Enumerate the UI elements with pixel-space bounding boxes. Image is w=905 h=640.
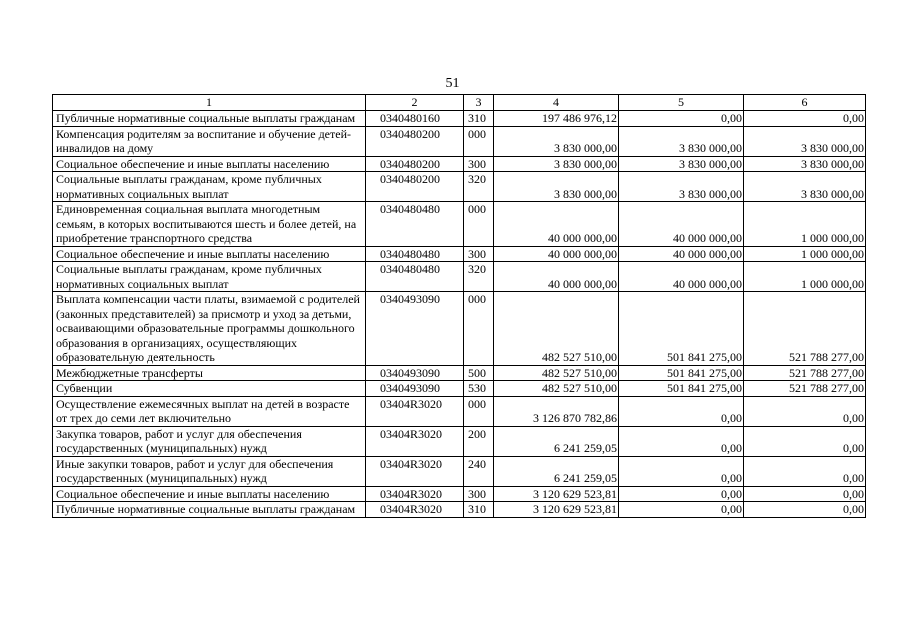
row-expense-type: 500 [464, 365, 494, 381]
row-code: 0340493090 [366, 292, 464, 366]
row-code: 03404R3020 [366, 396, 464, 426]
row-name: Социальное обеспечение и иные выплаты населению [53, 156, 366, 172]
row-code: 03404R3020 [366, 426, 464, 456]
row-value-6: 0,00 [744, 486, 866, 502]
row-value-4: 6 241 259,05 [494, 456, 619, 486]
row-expense-type: 310 [464, 502, 494, 518]
row-name: Единовременная социальная выплата многодетным семьям, в которых воспитываются шесть и более детей, на приобретение транспортного средства [53, 202, 366, 247]
row-name: Выплата компенсации части платы, взимаемой с родителей (законных представителей) за присмотр и уход за детьми, осваивающими образовательные программы дошкольного образования в организациях, осуществляющих образовательную деятельность [53, 292, 366, 366]
row-value-6: 0,00 [744, 502, 866, 518]
row-code: 0340480480 [366, 262, 464, 292]
row-value-4: 6 241 259,05 [494, 426, 619, 456]
row-code: 0340480200 [366, 126, 464, 156]
table-row [53, 292, 866, 366]
row-expense-type: 300 [464, 486, 494, 502]
table-row [53, 426, 866, 456]
row-name: Межбюджетные трансферты [53, 365, 366, 381]
row-value-4: 40 000 000,00 [494, 246, 619, 262]
row-code: 0340480480 [366, 202, 464, 247]
table-row [53, 396, 866, 426]
table-row [53, 202, 866, 247]
row-value-6: 0,00 [744, 456, 866, 486]
row-value-6: 0,00 [744, 111, 866, 127]
row-code: 03404R3020 [366, 456, 464, 486]
row-expense-type: 200 [464, 426, 494, 456]
row-value-5: 3 830 000,00 [619, 126, 744, 156]
column-header-6: 6 [744, 95, 866, 111]
row-value-5: 0,00 [619, 502, 744, 518]
table-row [53, 381, 866, 397]
row-name: Социальные выплаты гражданам, кроме публичных нормативных социальных выплат [53, 262, 366, 292]
row-expense-type: 300 [464, 156, 494, 172]
row-value-4: 40 000 000,00 [494, 202, 619, 247]
row-code: 0340480200 [366, 156, 464, 172]
table-row [53, 262, 866, 292]
table-row [53, 172, 866, 202]
row-value-4: 3 830 000,00 [494, 126, 619, 156]
row-expense-type: 000 [464, 292, 494, 366]
row-name: Публичные нормативные социальные выплаты гражданам [53, 502, 366, 518]
row-expense-type: 000 [464, 202, 494, 247]
row-value-5: 501 841 275,00 [619, 365, 744, 381]
row-value-6: 3 830 000,00 [744, 172, 866, 202]
row-value-4: 3 120 629 523,81 [494, 486, 619, 502]
row-expense-type: 300 [464, 246, 494, 262]
row-name: Социальное обеспечение и иные выплаты населению [53, 246, 366, 262]
table-row [53, 246, 866, 262]
row-expense-type: 000 [464, 126, 494, 156]
row-value-4: 482 527 510,00 [494, 292, 619, 366]
row-code: 0340493090 [366, 381, 464, 397]
row-value-5: 0,00 [619, 396, 744, 426]
row-expense-type: 320 [464, 172, 494, 202]
row-value-6: 0,00 [744, 396, 866, 426]
row-value-5: 3 830 000,00 [619, 172, 744, 202]
row-value-5: 40 000 000,00 [619, 246, 744, 262]
row-value-5: 40 000 000,00 [619, 262, 744, 292]
row-value-4: 3 126 870 782,86 [494, 396, 619, 426]
table-row [53, 126, 866, 156]
row-expense-type: 530 [464, 381, 494, 397]
row-value-4: 40 000 000,00 [494, 262, 619, 292]
row-value-4: 482 527 510,00 [494, 365, 619, 381]
row-value-5: 3 830 000,00 [619, 156, 744, 172]
row-name: Публичные нормативные социальные выплаты гражданам [53, 111, 366, 127]
row-value-4: 197 486 976,12 [494, 111, 619, 127]
row-value-6: 0,00 [744, 426, 866, 456]
row-code: 03404R3020 [366, 502, 464, 518]
row-value-6: 3 830 000,00 [744, 156, 866, 172]
row-name: Социальные выплаты гражданам, кроме публичных нормативных социальных выплат [53, 172, 366, 202]
row-value-5: 40 000 000,00 [619, 202, 744, 247]
row-value-4: 3 830 000,00 [494, 156, 619, 172]
row-name: Социальное обеспечение и иные выплаты населению [53, 486, 366, 502]
table-row [53, 456, 866, 486]
row-name: Закупка товаров, работ и услуг для обеспечения государственных (муниципальных) нужд [53, 426, 366, 456]
row-value-6: 1 000 000,00 [744, 202, 866, 247]
table-row [53, 365, 866, 381]
row-value-5: 0,00 [619, 486, 744, 502]
row-value-6: 521 788 277,00 [744, 292, 866, 366]
column-header-1: 1 [53, 95, 366, 111]
row-value-6: 521 788 277,00 [744, 365, 866, 381]
row-value-6: 1 000 000,00 [744, 262, 866, 292]
page-number: 51 [445, 76, 460, 91]
table-row [53, 486, 866, 502]
row-value-5: 0,00 [619, 111, 744, 127]
row-expense-type: 240 [464, 456, 494, 486]
row-value-4: 3 830 000,00 [494, 172, 619, 202]
row-expense-type: 000 [464, 396, 494, 426]
row-code: 03404R3020 [366, 486, 464, 502]
row-value-6: 521 788 277,00 [744, 381, 866, 397]
table-row [53, 156, 866, 172]
row-code: 0340493090 [366, 365, 464, 381]
row-value-6: 1 000 000,00 [744, 246, 866, 262]
row-value-5: 501 841 275,00 [619, 292, 744, 366]
row-name: Иные закупки товаров, работ и услуг для обеспечения государственных (муниципальных) нужд [53, 456, 366, 486]
row-value-6: 3 830 000,00 [744, 126, 866, 156]
row-name: Компенсация родителям за воспитание и обучение детей-инвалидов на дому [53, 126, 366, 156]
row-expense-type: 310 [464, 111, 494, 127]
table-row [53, 502, 866, 518]
row-value-5: 0,00 [619, 426, 744, 456]
row-name: Субвенции [53, 381, 366, 397]
row-code: 0340480480 [366, 246, 464, 262]
table-header-row [53, 95, 866, 111]
row-code: 0340480200 [366, 172, 464, 202]
column-header-4: 4 [494, 95, 619, 111]
budget-table [52, 94, 866, 518]
row-expense-type: 320 [464, 262, 494, 292]
row-value-5: 501 841 275,00 [619, 381, 744, 397]
row-value-5: 0,00 [619, 456, 744, 486]
column-header-3: 3 [464, 95, 494, 111]
row-name: Осуществление ежемесячных выплат на детей в возрасте от трех до семи лет включительно [53, 396, 366, 426]
column-header-5: 5 [619, 95, 744, 111]
row-value-4: 3 120 629 523,81 [494, 502, 619, 518]
table-row [53, 111, 866, 127]
row-value-4: 482 527 510,00 [494, 381, 619, 397]
column-header-2: 2 [366, 95, 464, 111]
row-code: 0340480160 [366, 111, 464, 127]
